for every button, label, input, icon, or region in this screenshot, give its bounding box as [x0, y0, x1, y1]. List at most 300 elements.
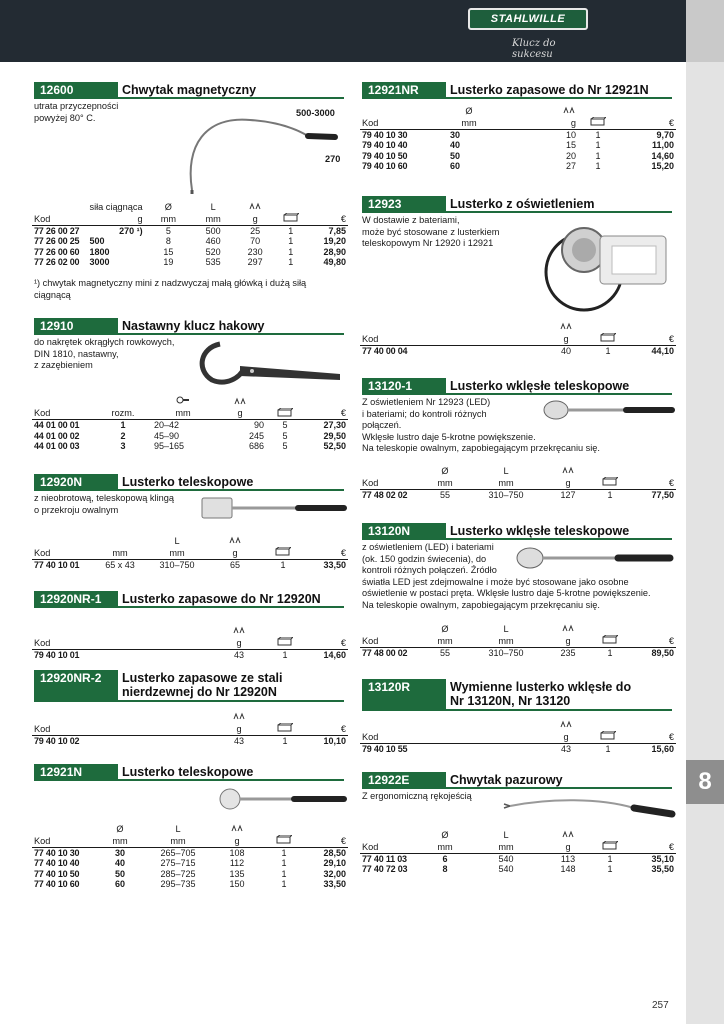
table-row	[32, 879, 348, 890]
table-cell: 5	[282, 441, 288, 451]
table-header-cell	[590, 635, 630, 647]
table-header-cell	[262, 536, 304, 547]
table-header-cell: Ø	[164, 202, 172, 213]
table-header-cell	[588, 731, 628, 743]
product-code: 12910	[34, 318, 118, 335]
table-header-row	[360, 466, 676, 477]
text-line: Wymienne lusterko wklęsłe do	[450, 680, 632, 694]
table-row	[32, 420, 348, 431]
table-header-cell: L	[175, 824, 181, 835]
table-cell: 1	[288, 236, 294, 246]
table-header-cell	[630, 466, 676, 477]
table-header-row	[360, 322, 676, 333]
product-title: Chwytak magnetyczny	[122, 83, 257, 97]
table-cell: 79 40 10 50	[362, 150, 408, 161]
table-cell: 77 40 10 01	[34, 559, 80, 570]
table-row	[32, 257, 348, 268]
table-header-cell: €	[628, 333, 676, 345]
weight-icon	[559, 720, 573, 728]
table-header-cell	[544, 322, 588, 333]
table-header-cell	[578, 106, 618, 117]
text-line: kontroli różnych połączeń. Źródło	[362, 565, 497, 575]
weight-icon	[559, 322, 573, 330]
table-cell: 14,60	[651, 150, 674, 161]
table-header-cell: g	[546, 841, 590, 853]
section-12920NR-2	[34, 670, 344, 702]
table-header-cell: mm	[94, 547, 146, 559]
table-header-cell	[590, 624, 630, 635]
table-header-cell: rozm.	[94, 408, 152, 420]
table-header-cell: €	[305, 213, 348, 225]
text-line: teleskopowym Nr 12920 i 12921	[362, 238, 494, 248]
product-title: Lusterko zapasowe do Nr 12921N	[450, 83, 649, 97]
table-cell: 310–750	[488, 647, 524, 658]
table-row	[32, 858, 348, 869]
table-header-cell	[266, 396, 304, 408]
table-cell: 79 40 10 30	[362, 129, 408, 140]
table-cell: 77 40 10 30	[34, 847, 80, 858]
table-cell: 295–735	[160, 879, 196, 889]
table-header-cell: €	[630, 841, 676, 853]
table-header-cell: €	[630, 635, 676, 647]
table-cell: 89,50	[651, 647, 674, 658]
hook-spanner-image	[190, 340, 345, 388]
table-header-cell: Kod	[360, 117, 436, 129]
table-header-cell	[630, 624, 676, 635]
table-header-cell: €	[628, 731, 676, 743]
table-header-row	[32, 835, 348, 847]
table-cell: 33,50	[323, 879, 346, 889]
table-header-cell	[276, 202, 305, 213]
weight-icon	[562, 106, 576, 114]
table-header-cell	[266, 626, 304, 637]
table-cell: 20	[565, 150, 576, 161]
table-row	[32, 869, 348, 880]
product-title: Lusterko wklęsłe teleskopowe	[450, 524, 630, 538]
table-12920NR-2	[32, 712, 348, 746]
table-cell: 1	[595, 150, 601, 161]
table-cell: 95–165	[154, 441, 185, 451]
table-cell: 49,80	[323, 257, 346, 267]
text-line: Wklęsłe lustro daje 5-krotne powiększenie.	[362, 431, 536, 442]
page-number: 257	[652, 1000, 669, 1011]
lighted-mirror-image	[540, 216, 676, 316]
brand-name: STAHLWILLE	[490, 13, 566, 25]
text-line: z nieobrotową, teleskopową klingą	[34, 493, 174, 503]
table-header-cell	[264, 835, 304, 847]
table-header-cell: Ø	[465, 106, 473, 117]
claw-pickup-image	[500, 794, 676, 828]
section-12921N	[34, 764, 344, 781]
table-header-cell: mm	[146, 835, 210, 847]
table-cell: 15	[163, 246, 174, 257]
table-header-row	[32, 637, 348, 649]
table-cell: 55	[439, 647, 450, 658]
table-header-cell	[588, 333, 628, 345]
table-header-cell	[546, 466, 590, 477]
table-header-cell: €	[304, 637, 348, 649]
table-12920N	[32, 536, 348, 570]
product-title: Lusterko zapasowe do Nr 12920N	[122, 592, 321, 606]
text-line: (ok. 150 godzin świecenia), do	[362, 553, 487, 564]
table-header-cell: Ø	[116, 824, 124, 835]
table-header-cell	[544, 720, 588, 731]
table-cell: 5	[165, 225, 171, 236]
table-header-cell: mm	[436, 117, 502, 129]
table-cell: 45–90	[154, 430, 180, 441]
table-cell: 25	[250, 225, 261, 236]
text-line: o przekroju owalnym	[34, 504, 119, 515]
table-header-cell: g	[214, 408, 266, 420]
table-cell: 245	[248, 430, 264, 441]
table-cell: 10,10	[323, 735, 346, 746]
table-cell: 19	[163, 257, 174, 267]
table-12922E	[360, 830, 676, 875]
product-code: 12920N	[34, 474, 118, 491]
product-title	[446, 679, 631, 709]
table-header-cell	[266, 712, 304, 723]
table-header-row	[32, 547, 348, 559]
table-cell: 27,30	[323, 420, 346, 430]
table-cell: 35,10	[651, 853, 674, 864]
table-header-cell: Kod	[32, 723, 212, 735]
table-header-cell	[266, 723, 304, 735]
table-header-cell: mm	[424, 841, 466, 853]
table-cell: 1	[607, 864, 613, 874]
table-header-cell	[360, 466, 424, 477]
table-cell: 79 40 10 01	[34, 649, 80, 660]
package-icon	[276, 835, 292, 844]
table-cell: 2	[120, 430, 126, 441]
text-line: może być stosowane z lusterkiem	[362, 226, 500, 237]
table-header-cell	[546, 830, 590, 841]
table-header-cell: mm	[192, 213, 234, 225]
table-cell: 44 01 00 01	[34, 420, 80, 430]
table-row	[360, 129, 676, 140]
brand-slogan: Klucz do sukcesu	[512, 38, 556, 60]
table-cell: 1	[280, 559, 286, 570]
dim-label-short: 270	[325, 154, 341, 164]
table-header-cell	[305, 202, 348, 213]
text-line: z oświetleniem (LED) i bateriami	[362, 542, 494, 552]
table-header-row	[32, 408, 348, 420]
table-header-cell: g	[208, 547, 262, 559]
table-cell: 1	[281, 858, 287, 868]
package-icon	[590, 117, 606, 126]
table-cell: 1	[282, 649, 288, 660]
table-header-cell: mm	[424, 477, 466, 489]
table-cell: 1	[607, 489, 613, 500]
table-cell: 77 26 00 60	[34, 246, 80, 257]
table-cell: 265–705	[160, 847, 196, 858]
table-cell: 5	[282, 430, 288, 441]
table-cell: 30	[450, 129, 461, 140]
table-header-cell: €	[630, 477, 676, 489]
table-cell: 1800	[89, 246, 110, 257]
table-header-cell: L	[174, 536, 180, 547]
telescopic-mirror-image	[198, 494, 348, 524]
product-title: Lusterko wklęsłe teleskopowe	[450, 379, 630, 393]
table-cell: 19,20	[323, 236, 346, 246]
table-header-cell	[360, 106, 436, 117]
table-cell: 540	[498, 864, 514, 874]
table-cell: 1	[288, 257, 294, 267]
table-cell: 535	[205, 257, 221, 267]
package-icon	[275, 547, 291, 556]
table-header-cell	[32, 626, 212, 637]
table-cell: 65 x 43	[105, 559, 135, 570]
table-header-cell	[360, 624, 424, 635]
table-header-cell	[94, 536, 146, 547]
table-row	[32, 847, 348, 858]
table-row	[32, 431, 348, 442]
table-cell: 8	[165, 236, 171, 246]
table-cell: 32,00	[323, 868, 346, 879]
table-cell: 285–725	[160, 868, 196, 879]
table-cell: 15,60	[651, 743, 674, 754]
table-header-cell: L	[503, 624, 509, 635]
table-header-cell: Kod	[32, 547, 94, 559]
table-header-cell: Ø	[441, 466, 449, 477]
table-header-cell	[590, 477, 630, 489]
product-code: 12600	[34, 82, 118, 99]
table-header-cell: €	[618, 117, 676, 129]
text-line: połączeń.	[362, 420, 402, 430]
text-line: z zazębieniem	[34, 360, 93, 370]
table-header-cell	[212, 626, 266, 637]
table-header-cell: g	[210, 835, 264, 847]
telescopic-mirror-round-image	[214, 786, 348, 812]
table-header-cell: Kod	[32, 408, 94, 420]
table-header-cell	[588, 322, 628, 333]
table-row	[360, 489, 676, 500]
brand-logo	[468, 8, 590, 58]
table-header-cell: Kod	[32, 637, 212, 649]
table-header-cell	[588, 720, 628, 731]
table-header-row	[360, 830, 676, 841]
table-header-cell: L	[210, 202, 216, 213]
table-cell: 230	[247, 246, 263, 257]
table-header-cell: L	[503, 830, 509, 841]
table-cell: 1	[595, 140, 601, 150]
table-cell: 79 40 10 60	[362, 161, 408, 171]
table-cell: 90	[253, 420, 264, 430]
table-cell: 1	[605, 345, 611, 356]
table-cell: 1	[281, 879, 287, 889]
table-header-cell	[234, 202, 276, 213]
table-cell: 40	[450, 140, 461, 150]
package-icon	[277, 408, 293, 417]
table-cell: 15,20	[651, 161, 674, 171]
table-row	[360, 151, 676, 162]
table-header-cell: g	[87, 213, 144, 225]
product-title: Lusterko teleskopowe	[122, 765, 254, 779]
table-cell: 44 01 00 03	[34, 441, 80, 451]
table-header-cell: €	[304, 835, 348, 847]
text-line: do nakrętek okrągłych rowkowych,	[34, 337, 175, 347]
table-header-cell	[94, 396, 152, 408]
table-header-row	[360, 106, 676, 117]
table-cell: 10	[565, 129, 576, 140]
table-cell: 70	[250, 236, 261, 246]
table-header-row	[360, 624, 676, 635]
table-header-row	[32, 824, 348, 835]
table-cell: 686	[248, 441, 264, 451]
table-cell: 113	[560, 853, 576, 864]
table-header-cell	[546, 624, 590, 635]
table-header-cell	[32, 396, 94, 408]
text-line: nierdzewnej do Nr 12920N	[122, 685, 277, 699]
table-cell: 310–750	[159, 559, 195, 570]
product-title: Lusterko teleskopowe	[122, 475, 254, 489]
table-cell: 28,50	[323, 847, 346, 858]
table-header-row	[360, 841, 676, 853]
table-header-cell: g	[212, 723, 266, 735]
package-icon	[277, 637, 293, 646]
table-row	[360, 161, 676, 172]
section-12920NR-1	[34, 591, 344, 608]
side-index-strip	[686, 0, 724, 1024]
table-cell: 310–750	[488, 489, 524, 500]
weight-icon	[228, 536, 242, 544]
table-cell: 79 40 10 40	[362, 140, 408, 150]
table-cell: 3000	[89, 257, 110, 267]
table-cell: 77 40 72 03	[362, 864, 408, 874]
table-header-cell: Ø	[441, 624, 449, 635]
package-icon	[602, 635, 618, 644]
weight-icon	[233, 397, 247, 405]
table-header-cell: mm	[424, 635, 466, 647]
table-row	[360, 743, 676, 754]
weight-icon	[248, 202, 262, 210]
package-icon	[600, 731, 616, 740]
table-cell: 15	[565, 140, 576, 150]
table-header-cell	[32, 536, 94, 547]
product-code: 13120N	[362, 523, 446, 540]
table-header-cell	[266, 408, 304, 420]
table-header-row	[32, 213, 348, 225]
table-row	[32, 225, 348, 236]
table-cell: 50	[450, 150, 461, 161]
dim-label-length: 500-3000	[296, 108, 335, 118]
table-row	[32, 441, 348, 452]
table-cell: 1	[595, 129, 601, 140]
table-header-cell	[304, 626, 348, 637]
table-cell: 275–715	[160, 858, 196, 868]
product-title: Chwytak pazurowy	[450, 773, 563, 787]
product-title: Nastawny klucz hakowy	[122, 319, 265, 333]
table-header-cell	[502, 106, 578, 117]
table-cell: 1	[288, 246, 294, 257]
table-header-cell	[264, 824, 304, 835]
table-cell: 1	[595, 161, 601, 171]
table-header-row	[32, 626, 348, 637]
text-line: Z oświetleniem Nr 12923 (LED)	[362, 397, 491, 407]
table-cell: 77 40 10 50	[34, 868, 80, 879]
table-cell: 77 26 02 00	[34, 257, 80, 267]
table-header-cell: mm	[466, 841, 546, 853]
product-code: 12923	[362, 196, 446, 213]
package-icon	[283, 213, 299, 222]
table-header-row	[360, 333, 676, 345]
table-cell: 1	[288, 225, 294, 236]
table-header-cell	[32, 202, 87, 213]
table-header-row	[32, 536, 348, 547]
table-cell: 77,50	[651, 489, 674, 500]
product-code: 12921N	[34, 764, 118, 781]
table-12921N	[32, 824, 348, 890]
table-header-cell: mm	[145, 213, 193, 225]
product-code: 12922E	[362, 772, 446, 789]
table-cell: 40	[560, 345, 571, 356]
chapter-tab[interactable]: 8	[686, 760, 724, 804]
table-header-row	[360, 720, 676, 731]
table-header-cell: mm	[466, 477, 546, 489]
table-header-cell: g	[212, 637, 266, 649]
table-header-cell: Kod	[360, 477, 424, 489]
table-header-cell	[208, 536, 262, 547]
table-cell: 79 40 10 55	[362, 743, 408, 754]
text-line: W dostawie z bateriami,	[362, 215, 460, 225]
table-row	[32, 247, 348, 258]
table-header-cell	[214, 396, 266, 408]
table-cell: 50	[114, 868, 125, 879]
weight-icon	[232, 626, 246, 634]
text-line: Nr 13120N, Nr 13120	[450, 694, 571, 708]
table-header-row	[360, 117, 676, 129]
weight-icon	[232, 712, 246, 720]
table-cell: 1	[281, 847, 287, 858]
table-cell: 297	[247, 257, 263, 267]
table-header-cell: Kod	[32, 213, 87, 225]
table-cell: 135	[229, 868, 245, 879]
table-header-cell	[630, 830, 676, 841]
table-header-cell: Kod	[360, 333, 544, 345]
table-cell: 77 48 02 02	[362, 489, 408, 500]
table-cell: 148	[560, 864, 576, 874]
text-line: Na teleskopie owalnym, zapobiegającym przekręcaniu się.	[362, 443, 600, 453]
table-cell: 60	[114, 879, 125, 889]
table-cell: 29,10	[323, 858, 346, 868]
table-cell: 150	[229, 879, 245, 889]
table-row	[32, 649, 348, 660]
spanner-icon	[176, 396, 190, 405]
table-cell: 1	[282, 735, 288, 746]
table-cell: 460	[205, 236, 221, 246]
table-row	[32, 559, 348, 570]
table-cell: 30	[114, 847, 125, 858]
table-header-cell	[266, 637, 304, 649]
product-code: 12921NR	[362, 82, 446, 99]
table-cell: 77 26 00 27	[34, 225, 80, 236]
table-cell: 520	[205, 246, 221, 257]
table-cell: 77 40 10 60	[34, 879, 80, 889]
table-header-cell: g	[546, 635, 590, 647]
table-header-cell	[262, 547, 304, 559]
package-icon	[602, 477, 618, 486]
table-header-row	[32, 723, 348, 735]
table-12921NR	[360, 106, 676, 172]
table-row	[360, 853, 676, 864]
table-cell: 55	[439, 489, 450, 500]
text-line: i bateriami; do kontroli różnych	[362, 408, 487, 419]
table-cell: 43	[233, 735, 244, 746]
table-cell: 14,60	[323, 649, 346, 660]
text-line: światła LED jest zdejmowalne i może być stosowane jako osobne	[362, 576, 629, 587]
table-row	[32, 236, 348, 247]
table-header-row	[32, 202, 348, 213]
package-icon	[602, 841, 618, 850]
